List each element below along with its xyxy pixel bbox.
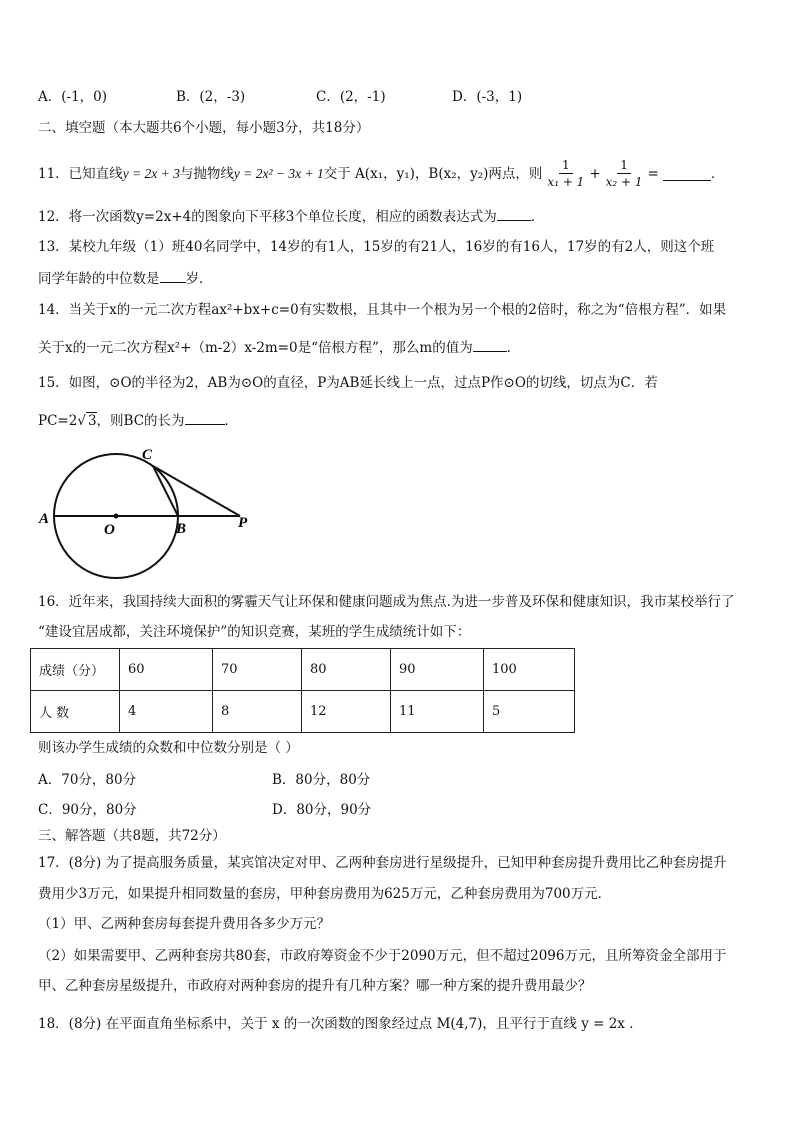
center-dot <box>114 514 119 519</box>
answer-blank <box>185 410 225 425</box>
option-d: D．80分，90分 <box>272 802 372 818</box>
table-cell: 4 <box>120 691 213 733</box>
question-11: 11．已知直线 y = 2x + 3 与抛物线 y = 2x² − 3x + 1 交于 A(x₁，y₁)，B(x₂，y₂)两点，则 $\frac{1}{\text{x₁ + 1}}$ + $\frac{1}{\text{x₂ + 1}}$ = ． <box>38 158 725 189</box>
table-cell: 100 <box>484 649 575 691</box>
table-cell: 70 <box>213 649 302 691</box>
label-a: A <box>39 511 50 527</box>
answer-blank <box>473 337 507 352</box>
option-d: D．(-3，1) <box>452 89 523 105</box>
circle-tangent-figure <box>34 440 264 585</box>
question-15-line-2: PC=2√ 3，则BC的长为 ． <box>38 410 238 431</box>
question-12: 12．将一次函数y=2x+4的图象向下平移3个单位长度，相应的函数表达式为 ． <box>38 206 544 227</box>
question-17-line-2: 费用少3万元，如果提升相同数量的套房，甲种套房费用为625万元，乙种套房费用为700万元． <box>38 886 612 902</box>
q11-line-equation: y = 2x + 3 <box>122 165 180 181</box>
label-p: P <box>238 515 248 531</box>
q11-equals: = <box>647 165 659 182</box>
table-cell: 90 <box>391 649 484 691</box>
option-a: A．70分，80分 <box>38 772 137 788</box>
label-b: B <box>176 521 187 537</box>
table-cell: 人 数 <box>31 691 120 733</box>
option-c: C．90分，80分 <box>38 802 137 818</box>
q11-fraction-2: $\frac{1}{\text{x₂ + 1}}$ <box>605 158 643 189</box>
label-c: C <box>142 447 153 463</box>
question-16-line-1: 16．近年来，我国持续大面积的雾霾天气让环保和健康问题成为焦点.为进一步普及环保和健康知识，我市某校举行了 <box>38 594 735 610</box>
q11-prefix: 11．已知直线 <box>38 165 123 182</box>
question-14-line-1: 14．当关于x的一元二次方程ax²+bx+c=0有实数根，且其中一个根为另一个根的2倍时，称之为“倍根方程”．如果 <box>38 302 727 318</box>
question-17-line-1: 17．(8分) 为了提高服务质量，某宾馆决定对甲、乙两种套房进行星级提升，已知甲种套房提升费用比乙种套房提升 <box>38 855 727 871</box>
question-18: 18．(8分) 在平面直角坐标系中，关于 x 的一次函数的图象经过点 M(4,7)，且平行于直线 y = 2x ． <box>38 1016 643 1032</box>
q11-plus: + <box>589 165 601 182</box>
question-16-prompt: 则该办学生成绩的众数和中位数分别是（ ） <box>38 740 299 756</box>
option-b: B．(2，-3) <box>176 89 246 105</box>
section-heading-fill-in: 二、填空题（本大题共6个小题，每小题3分，共18分） <box>38 120 370 136</box>
question-15-line-1: 15．如图，⊙O的半径为2，AB为⊙O的直径，P为AB延长线上一点，过点P作⊙O的切线，切点为C．若 <box>38 375 658 391</box>
score-table <box>30 648 575 733</box>
table-row <box>31 691 575 733</box>
option-b: B．80分，80分 <box>272 772 371 788</box>
section-heading-solutions: 三、解答题（共8题，共72分） <box>38 828 226 844</box>
option-a: A．(-1，0) <box>38 89 108 105</box>
table-cell: 12 <box>302 691 391 733</box>
table-cell: 5 <box>484 691 575 733</box>
table-cell: 成绩（分） <box>31 649 120 691</box>
table-cell: 11 <box>391 691 484 733</box>
answer-blank <box>497 206 531 221</box>
q11-tail: 交于 A(x₁，y₁)，B(x₂，y₂)两点，则 <box>323 165 543 182</box>
table-cell: 80 <box>302 649 391 691</box>
question-14-line-2: 关于x的一元二次方程x²+（m-2）x-2m=0是“倍根方程”，那么m的值为 ． <box>38 337 520 358</box>
question-17-part-1: （1）甲、乙两种套房每套提升费用各多少万元？ <box>38 916 331 932</box>
label-o: O <box>104 522 115 538</box>
answer-blank <box>160 268 186 283</box>
question-17-part-2-line-1: （2）如果需要甲、乙两种套房共80套，市政府筹资金不少于2090万元，但不超过2096万元，且所筹资金全部用于 <box>38 948 727 964</box>
answer-blank <box>663 166 711 181</box>
question-13-line-2: 同学年龄的中位数是 岁． <box>38 268 213 289</box>
table-row <box>31 649 575 691</box>
table-cell: 8 <box>213 691 302 733</box>
question-13-line-1: 13．某校九年级（1）班40名同学中，14岁的有1人，15岁的有21人，16岁的有16人，17岁的有2人，则这个班 <box>38 239 715 255</box>
q11-mid: 与抛物线 <box>179 165 234 182</box>
question-16-line-2: “建设宜居成都，关注环境保护”的知识竞赛，某班的学生成绩统计如下： <box>38 624 471 640</box>
question-17-part-2-line-2: 甲、乙种套房星级提升，市政府对两种套房的提升有几种方案？哪一种方案的提升费用最少？ <box>38 978 592 994</box>
q11-fraction-1: $\frac{1}{\text{x₁ + 1}}$ <box>547 158 585 189</box>
q11-parabola-equation: y = 2x² − 3x + 1 <box>233 165 324 181</box>
table-cell: 60 <box>120 649 213 691</box>
sqrt-radicand: 3 <box>87 413 97 429</box>
option-c: C．(2，-1) <box>316 89 386 105</box>
